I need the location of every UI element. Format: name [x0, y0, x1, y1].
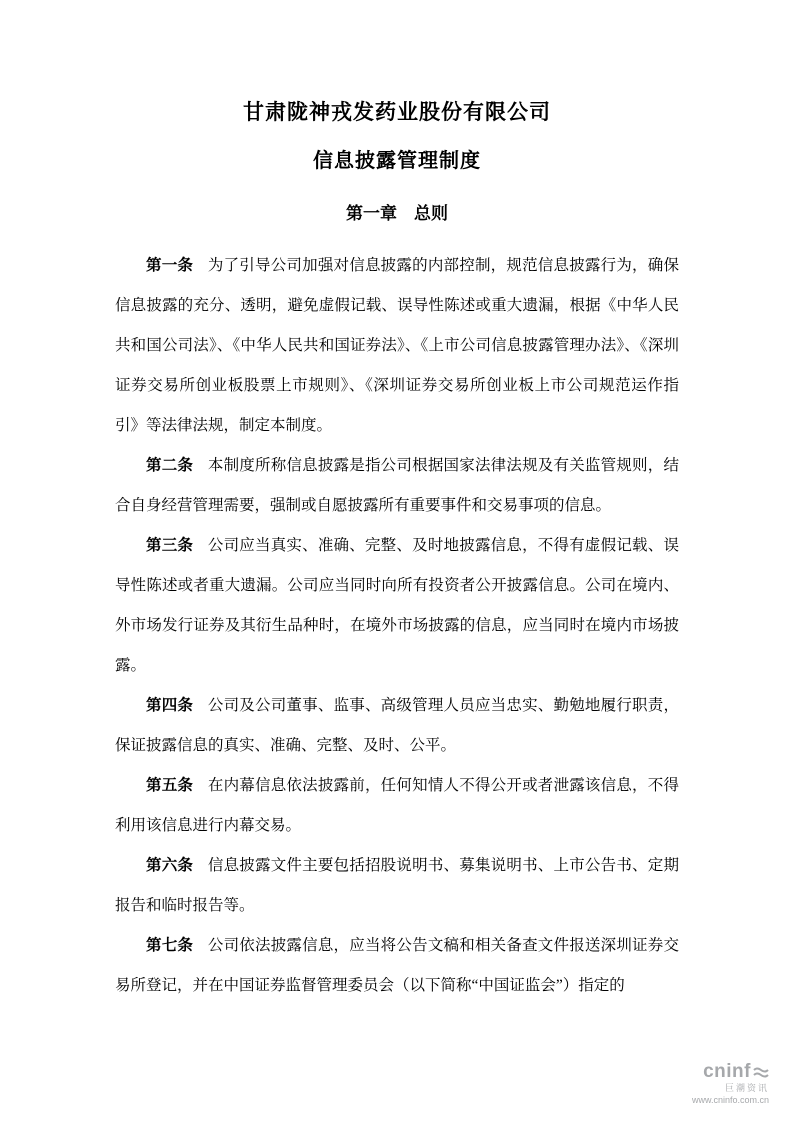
document-title: 甘肃陇神戎发药业股份有限公司 — [243, 100, 551, 124]
article-6-text: 信息披露文件主要包括招股说明书、募集说明书、上市公告书、定期报告和临时报告等。 — [115, 857, 679, 914]
article-7 — [115, 926, 679, 1006]
article-2-text: 本制度所称信息披露是指公司根据国家法律法规及有关监管规则，结合自身经营管理需要，强制或自愿披露所有重要事件和交易事项的信息。 — [115, 457, 679, 514]
watermark-url: www.cninfo.com.cn — [691, 1095, 769, 1106]
article-6-label: 第六条 — [146, 857, 194, 874]
cninfo-logo — [692, 1062, 769, 1083]
article-1-text: 为了引导公司加强对信息披露的内部控制，规范信息披露行为，确保信息披露的充分、透明，避免虚假记载、误导性陈述或重大遗漏，根据《中华人民共和国公司法》、《中华人民共和国证券法》、《上市公司信息披露管理办法》、《深圳证券交易所创业板股票上市规则》、《深圳证券交易所创业板上市公司规范运作指引》等法律法规，制定本制度。 — [115, 257, 679, 434]
chapter-heading: 第一章 总则 — [346, 204, 448, 223]
article-2 — [115, 446, 679, 526]
cninfo-watermark — [692, 1062, 769, 1106]
article-3-label: 第三条 — [146, 537, 194, 554]
article-4-label: 第四条 — [146, 697, 194, 714]
article-5-label: 第五条 — [146, 777, 194, 794]
wave-icon — [753, 1065, 769, 1081]
article-7-text: 公司依法披露信息，应当将公告文稿和相关备查文件报送深圳证券交易所登记，并在中国证券监督管理委员会（以下简称“中国证监会”）指定的 — [115, 937, 679, 994]
article-2-label: 第二条 — [146, 457, 194, 474]
article-1-label: 第一条 — [146, 257, 194, 274]
article-4 — [115, 686, 679, 766]
article-6 — [115, 846, 679, 926]
document-subtitle: 信息披露管理制度 — [313, 150, 481, 172]
article-5-text: 在内幕信息依法披露前，任何知情人不得公开或者泄露该信息，不得利用该信息进行内幕交易。 — [115, 777, 679, 834]
article-5 — [115, 766, 679, 846]
article-1 — [115, 246, 679, 446]
article-3 — [115, 526, 679, 686]
article-7-label: 第七条 — [146, 937, 194, 954]
watermark-brand-name: 巨潮资讯 — [724, 1083, 769, 1094]
cninfo-logo-text: cninf — [703, 1061, 751, 1083]
article-3-text: 公司应当真实、准确、完整、及时地披露信息，不得有虚假记载、误导性陈述或者重大遗漏。公司应当同时向所有投资者公开披露信息。公司在境内、外市场发行证券及其衍生品种时，在境外市场披露的信息，应当同时在境内市场披露。 — [115, 537, 679, 674]
article-4-text: 公司及公司董事、监事、高级管理人员应当忠实、勤勉地履行职责，保证披露信息的真实、准确、完整、及时、公平。 — [115, 697, 679, 754]
